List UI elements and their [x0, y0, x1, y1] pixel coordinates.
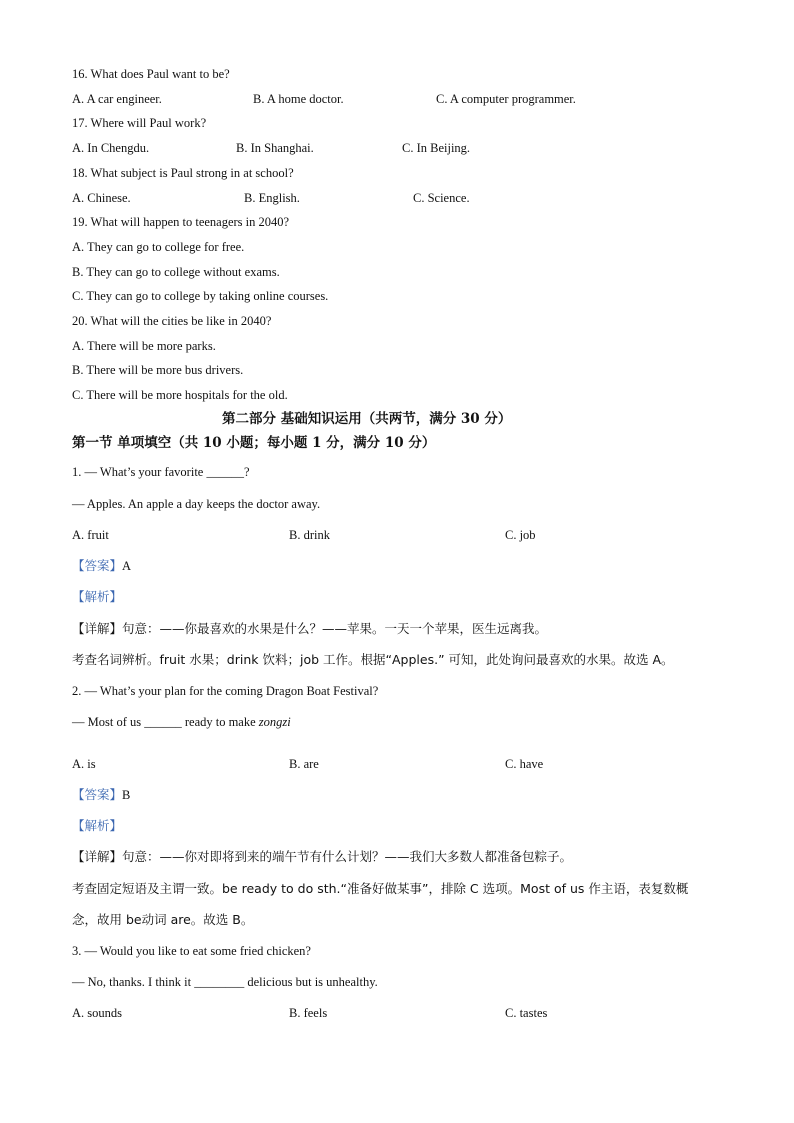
item-2-analysis-label: [72, 818, 122, 834]
item-2-option-a: A. is: [72, 757, 96, 771]
q18-option-c: C. Science.: [413, 191, 470, 205]
detail-text: 句意：——你最喜欢的水果是什么？——苹果。一天一个苹果，医生远离我。: [122, 621, 548, 636]
item-2-detail: [72, 849, 572, 865]
item-1-detail: [72, 621, 547, 637]
q16-option-a: A. A car engineer.: [72, 92, 162, 106]
question-19-stem: 19. What will happen to teenagers in 2040?: [72, 215, 290, 229]
item-1-option-b: B. drink: [289, 528, 330, 542]
q20-option-a: A. There will be more parks.: [72, 339, 216, 353]
item-1-option-c: C. job: [505, 528, 536, 542]
item-2-question: 2. — What’s your plan for the coming Dragon Boat Festival?: [72, 684, 379, 698]
answer-label: 【答案】: [72, 787, 123, 802]
q18-option-a: A. Chinese.: [72, 191, 131, 205]
question-20-stem: 20. What will the cities be like in 2040?: [72, 314, 272, 328]
analysis-label: 【解析】: [72, 818, 123, 833]
answer-value: B: [122, 788, 131, 802]
q19-option-a: A. They can go to college for free.: [72, 240, 245, 254]
analysis-label: 【解析】: [72, 589, 123, 604]
item-1-explanation: 考查名词辨析。fruit 水果；drink 饮料；job 工作。根据“Apples.” 可知，此处询问最喜欢的水果。故选 A。: [72, 652, 674, 667]
item-2-reply-text: — Most of us ______ ready to make: [72, 715, 259, 729]
q17-option-b: B. In Shanghai.: [236, 141, 314, 155]
item-2-explanation-line2: 念，故用 be动词 are。故选 B。: [72, 912, 254, 927]
q20-option-c: C. There will be more hospitals for the old.: [72, 388, 288, 402]
item-1-question: 1. — What’s your favorite ______?: [72, 465, 250, 479]
detail-label: 【详解】: [72, 621, 123, 636]
item-1-option-a: A. fruit: [72, 528, 109, 542]
question-18-stem: 18. What subject is Paul strong in at school?: [72, 166, 294, 180]
answer-value: A: [122, 559, 132, 573]
item-1-analysis-label: [72, 589, 122, 605]
question-17-stem: 17. Where will Paul work?: [72, 116, 207, 130]
q19-option-c: C. They can go to college by taking online courses.: [72, 289, 329, 303]
q17-option-c: C. In Beijing.: [402, 141, 471, 155]
item-2-explanation-line1: 考查固定短语及主谓一致。be ready to do sth.“准备好做某事”，排除 C 选项。Most of us 作主语，表复数概: [72, 881, 689, 896]
item-1-answer: [72, 558, 131, 574]
item-3-option-b: B. feels: [289, 1006, 328, 1020]
item-2-reply-italic: zongzi: [258, 715, 291, 729]
item-3-question: 3. — Would you like to eat some fried chicken?: [72, 944, 311, 958]
detail-label: 【详解】: [72, 849, 123, 864]
q17-option-a: A. In Chengdu.: [72, 141, 150, 155]
item-2-option-b: B. are: [289, 757, 319, 771]
item-2-reply: [72, 714, 291, 730]
q16-option-c: C. A computer programmer.: [436, 92, 576, 106]
question-16-stem: 16. What does Paul want to be?: [72, 67, 230, 81]
item-2-option-c: C. have: [505, 757, 544, 771]
part-two-title: 第二部分 基础知识运用（共两节，满分 30 分）: [222, 411, 512, 427]
item-3-option-c: C. tastes: [505, 1006, 548, 1020]
answer-label: 【答案】: [72, 558, 123, 573]
q20-option-b: B. There will be more bus drivers.: [72, 363, 244, 377]
item-2-answer: [72, 787, 130, 803]
q16-option-b: B. A home doctor.: [253, 92, 344, 106]
detail-text: 句意：——你对即将到来的端午节有什么计划？——我们大多数人都准备包粽子。: [122, 849, 573, 864]
item-1-reply: — Apples. An apple a day keeps the doctor away.: [72, 497, 321, 511]
item-3-option-a: A. sounds: [72, 1006, 123, 1020]
q18-option-b: B. English.: [244, 191, 300, 205]
section-one-title: 第一节 单项填空（共 10 小题；每小题 1 分，满分 10 分）: [72, 435, 436, 451]
item-3-reply: — No, thanks. I think it ________ delicious but is unhealthy.: [72, 975, 378, 989]
q19-option-b: B. They can go to college without exams.: [72, 265, 280, 279]
